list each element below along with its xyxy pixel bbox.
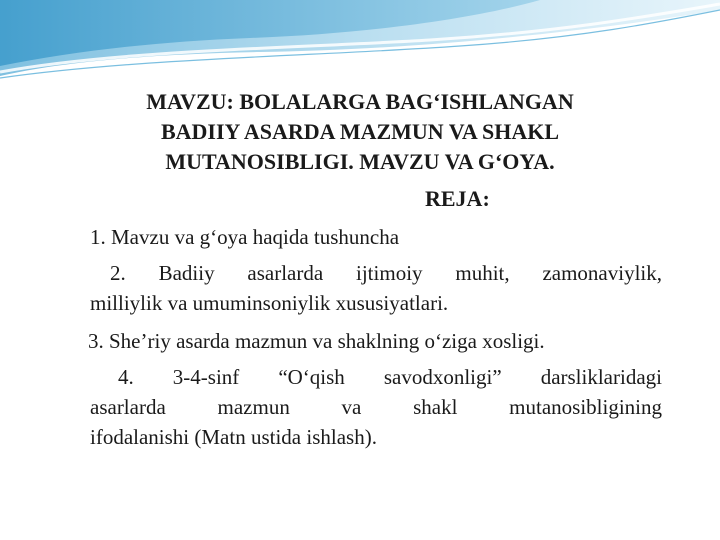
plan-item-4-line-1: 4. 3-4-sinf “O‘qish savodxonligi” darsliklaridagi: [118, 365, 662, 389]
plan-item-1-line-1: 1. Mavzu va g‘oya haqida tushuncha: [90, 225, 400, 249]
plan-item-1: [90, 222, 662, 252]
plan-item-4: [90, 362, 662, 452]
slide-title: [60, 87, 660, 177]
plan-item-4-line-3: ifodalanishi (Matn ustida ishlash).: [90, 425, 377, 449]
plan-item-4-line-2: asarlarda mazmun va shakl mutanosibligining: [90, 395, 662, 419]
plan-item-2-line-1: 2. Badiiy asarlarda ijtimoiy muhit, zamonaviylik,: [110, 261, 662, 285]
plan-item-2: [90, 258, 662, 318]
plan-heading: REJA:: [425, 186, 490, 211]
title-line-3: MUTANOSIBLIGI. MAVZU VA G‘OYA.: [165, 149, 555, 174]
plan-item-2-line-2: milliylik va umuminsoniylik xususiyatlari.: [90, 291, 449, 315]
plan-item-3: [88, 326, 668, 356]
title-line-2: BADIIY ASARDA MAZMUN VA SHAKL: [160, 119, 560, 144]
title-line-1: MAVZU: BOLALARGA BAG‘ISHLANGAN: [146, 89, 574, 114]
plan-item-3-line-1: 3. She’riy asarda mazmun va shaklning o‘ziga xosligi.: [88, 329, 545, 353]
